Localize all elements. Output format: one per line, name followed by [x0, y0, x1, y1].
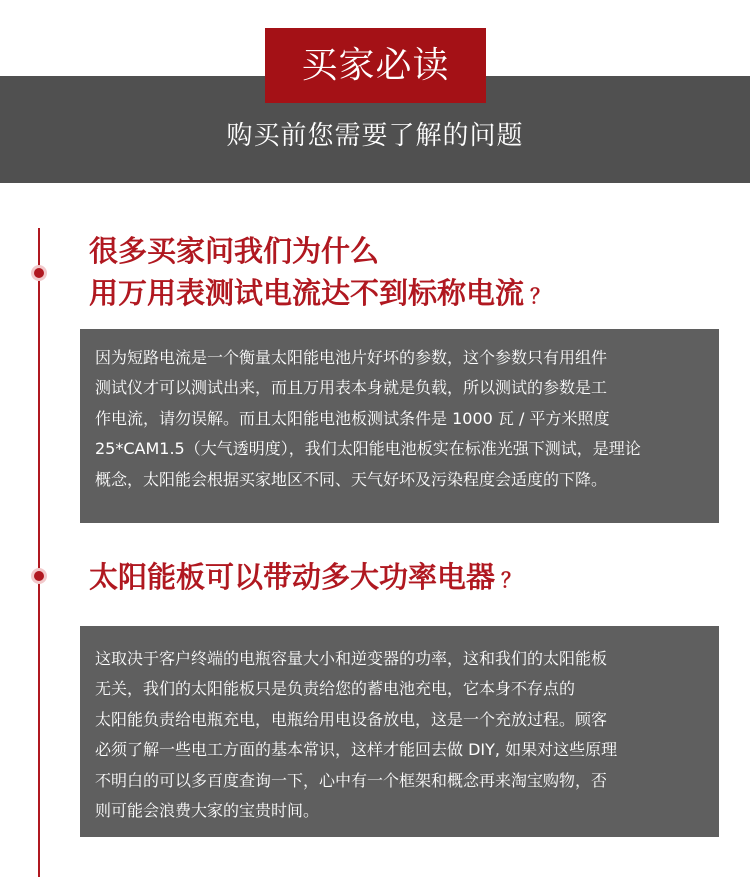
body-line: 则可能会浪费大家的宝贵时间。	[95, 801, 320, 821]
body-line: 作电流，请勿误解。而且太阳能电池板测试条件是 1000 瓦 / 平方米照度	[95, 408, 610, 428]
body-line: 必须了解一些电工方面的基本常识，这样才能回去做 DIY, 如果对这些原理	[95, 740, 618, 760]
page-subtitle: 购买前您需要了解的问题	[226, 121, 524, 151]
body-line: 因为短路电流是一个衡量太阳能电池片好坏的参数，这个参数只有用组件	[95, 348, 608, 367]
body-line: 太阳能负责给电瓶充电，电瓶给用电设备放电，这是一个充放过程。顾客	[95, 709, 608, 729]
timeline-dot-icon	[34, 571, 44, 581]
body-line: 这取决于客户终端的电瓶容量大小和逆变器的功率，这和我们的太阳能板	[95, 649, 608, 668]
section-1-body	[80, 329, 719, 523]
body-line: 无关，我们的太阳能板只是负责给您的蓄电池充电，它本身不存点的	[95, 679, 576, 699]
page-title-badge: 买家必读	[265, 28, 486, 103]
timeline-line	[38, 228, 40, 877]
body-line: 测试仪才可以测试出来，而且万用表本身就是负载，所以测试的参数是工	[95, 378, 608, 398]
question-mark: ？	[501, 568, 522, 592]
section-2-heading-line: 太阳能板可以带动多大功率电器 ？	[89, 560, 522, 594]
question-mark: ？	[530, 284, 551, 308]
section-1-heading-line: 很多买家问我们为什么	[89, 234, 380, 268]
section-1-heading-line: 用万用表测试电流达不到标称电流 ？	[89, 276, 551, 310]
body-line: 不明白的可以多百度查询一下，心中有一个框架和概念再来淘宝购物，否	[95, 770, 608, 790]
timeline-dot-icon	[34, 268, 44, 278]
section-1-heading	[89, 230, 550, 317]
body-line: 概念，太阳能会根据买家地区不同、天气好坏及污染程度会适度的下降。	[95, 469, 608, 489]
section-2-body	[80, 626, 719, 837]
body-line: 25*CAM1.5（大气透明度），我们太阳能电池板实在标准光强下测试，是理论	[95, 439, 641, 459]
section-2-heading	[89, 556, 521, 601]
